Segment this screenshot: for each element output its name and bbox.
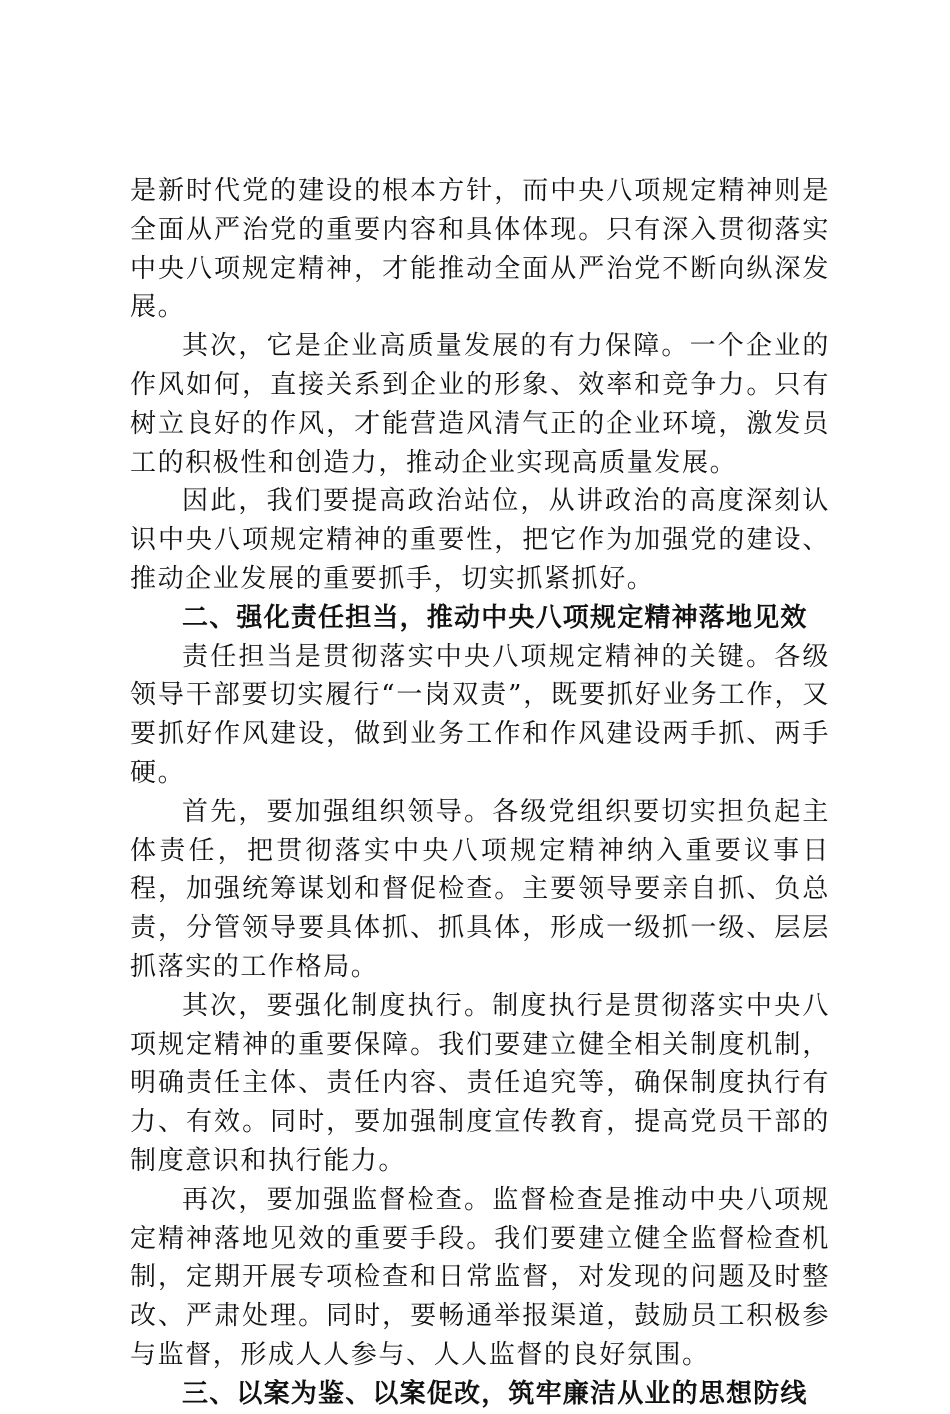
paragraph-2: 其次，它是企业高质量发展的有力保障。一个企业的作风如何，直接关系到企业的形象、效率和竞争力。只有树立良好的作风，才能营造风清气正的企业环境，激发员工的积极性和创造力，推动企业实现高质量发展。	[130, 331, 830, 478]
paragraph-7: 再次，要加强监督检查。监督检查是推动中央八项规定精神落地见效的重要手段。我们要建立健全监督检查机制，定期开展专项检查和日常监督，对发现的问题及时整改、严肃处理。同时，要畅通举报渠道，鼓励员工积极参与监督，形成人人参与、人人监督的良好氛围。	[130, 1184, 830, 1370]
document-body	[130, 172, 830, 1414]
paragraph-3: 因此，我们要提高政治站位，从讲政治的高度深刻认识中央八项规定精神的重要性，把它作为加强党的建设、推动企业发展的重要抓手，切实抓紧抓好。	[130, 486, 830, 594]
paragraph-5: 首先，要加强组织领导。各级党组织要切实担负起主体责任，把贯彻落实中央八项规定精神纳入重要议事日程，加强统筹谋划和督促检查。主要领导要亲自抓、负总责，分管领导要具体抓、抓具体，形成一级抓一级、层层抓落实的工作格局。	[130, 796, 830, 982]
section-heading-3: 三、以案为鉴、以案促改，筑牢廉洁从业的思想防线	[182, 1378, 808, 1409]
paragraph-4: 责任担当是贯彻落实中央八项规定精神的关键。各级领导干部要切实履行“一岗双责”，既要抓好业务工作，又要抓好作风建设，做到业务工作和作风建设两手抓、两手硬。	[130, 641, 830, 788]
section-heading-2: 二、强化责任担当，推动中央八项规定精神落地见效	[182, 602, 808, 633]
paragraph-6: 其次，要强化制度执行。制度执行是贯彻落实中央八项规定精神的重要保障。我们要建立健全相关制度机制，明确责任主体、责任内容、责任追究等，确保制度执行有力、有效。同时，要加强制度宣传教育，提高党员干部的制度意识和执行能力。	[130, 990, 830, 1176]
paragraph-1: 是新时代党的建设的根本方针，而中央八项规定精神则是全面从严治党的重要内容和具体体现。只有深入贯彻落实中央八项规定精神，才能推动全面从严治党不断向纵深发展。	[130, 176, 830, 323]
